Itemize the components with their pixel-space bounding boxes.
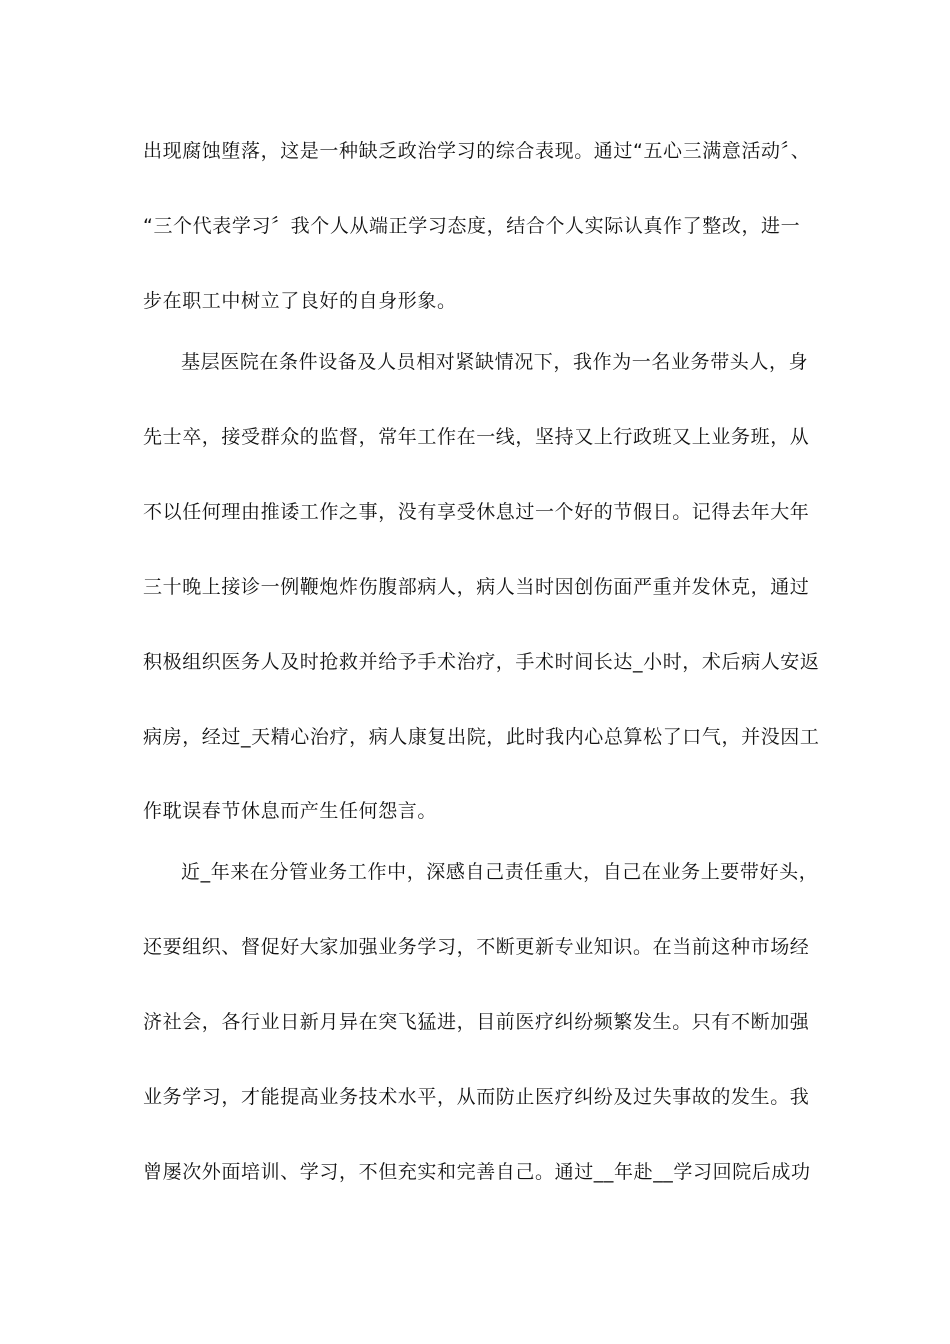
text-line: 积极组织医务人及时抢救并给予手术治疗，手术时间长达_小时，术后病人安返	[143, 651, 820, 673]
text-line: 先士卒，接受群众的监督，常年工作在一线，坚持又上行政班又上业务班，从	[143, 426, 810, 448]
text-line: 出现腐蚀堕落，这是一种缺乏政治学习的综合表现。通过“五心三满意活动〞、	[143, 140, 811, 162]
text-line: 曾屡次外面培训、学习，不但充实和完善自己。通过__年赴__学习回院后成功	[143, 1161, 811, 1183]
text-line: “三个代表学习〞我个人从端正学习态度，结合个人实际认真作了整改，进一	[143, 215, 801, 237]
text-line: 步在职工中树立了良好的自身形象。	[143, 290, 457, 312]
text-line: 济社会，各行业日新月异在突飞猛进，目前医疗纠纷频繁发生。只有不断加强	[143, 1011, 810, 1033]
text-line: 不以任何理由推诿工作之事，没有享受休息过一个好的节假日。记得去年大年	[143, 501, 810, 523]
text-line: 作耽误春节休息而产生任何怨言。	[143, 800, 438, 822]
paragraph-first-line: 近_年来在分管业务工作中，深感自己责任重大，自己在业务上要带好头，	[181, 861, 819, 883]
paragraph-first-line: 基层医院在条件设备及人员相对紧缺情况下，我作为一名业务带头人，身	[181, 351, 809, 373]
text-line: 三十晚上接诊一例鞭炮炸伤腹部病人，病人当时因创伤面严重并发休克，通过	[143, 576, 810, 598]
text-line: 病房，经过_天精心治疗，病人康复出院，此时我内心总算松了口气，并没因工	[143, 726, 820, 748]
text-line: 还要组织、督促好大家加强业务学习，不断更新专业知识。在当前这种市场经	[143, 936, 810, 958]
text-line: 业务学习，才能提高业务技术水平，从而防止医疗纠纷及过失事故的发生。我	[143, 1086, 810, 1108]
